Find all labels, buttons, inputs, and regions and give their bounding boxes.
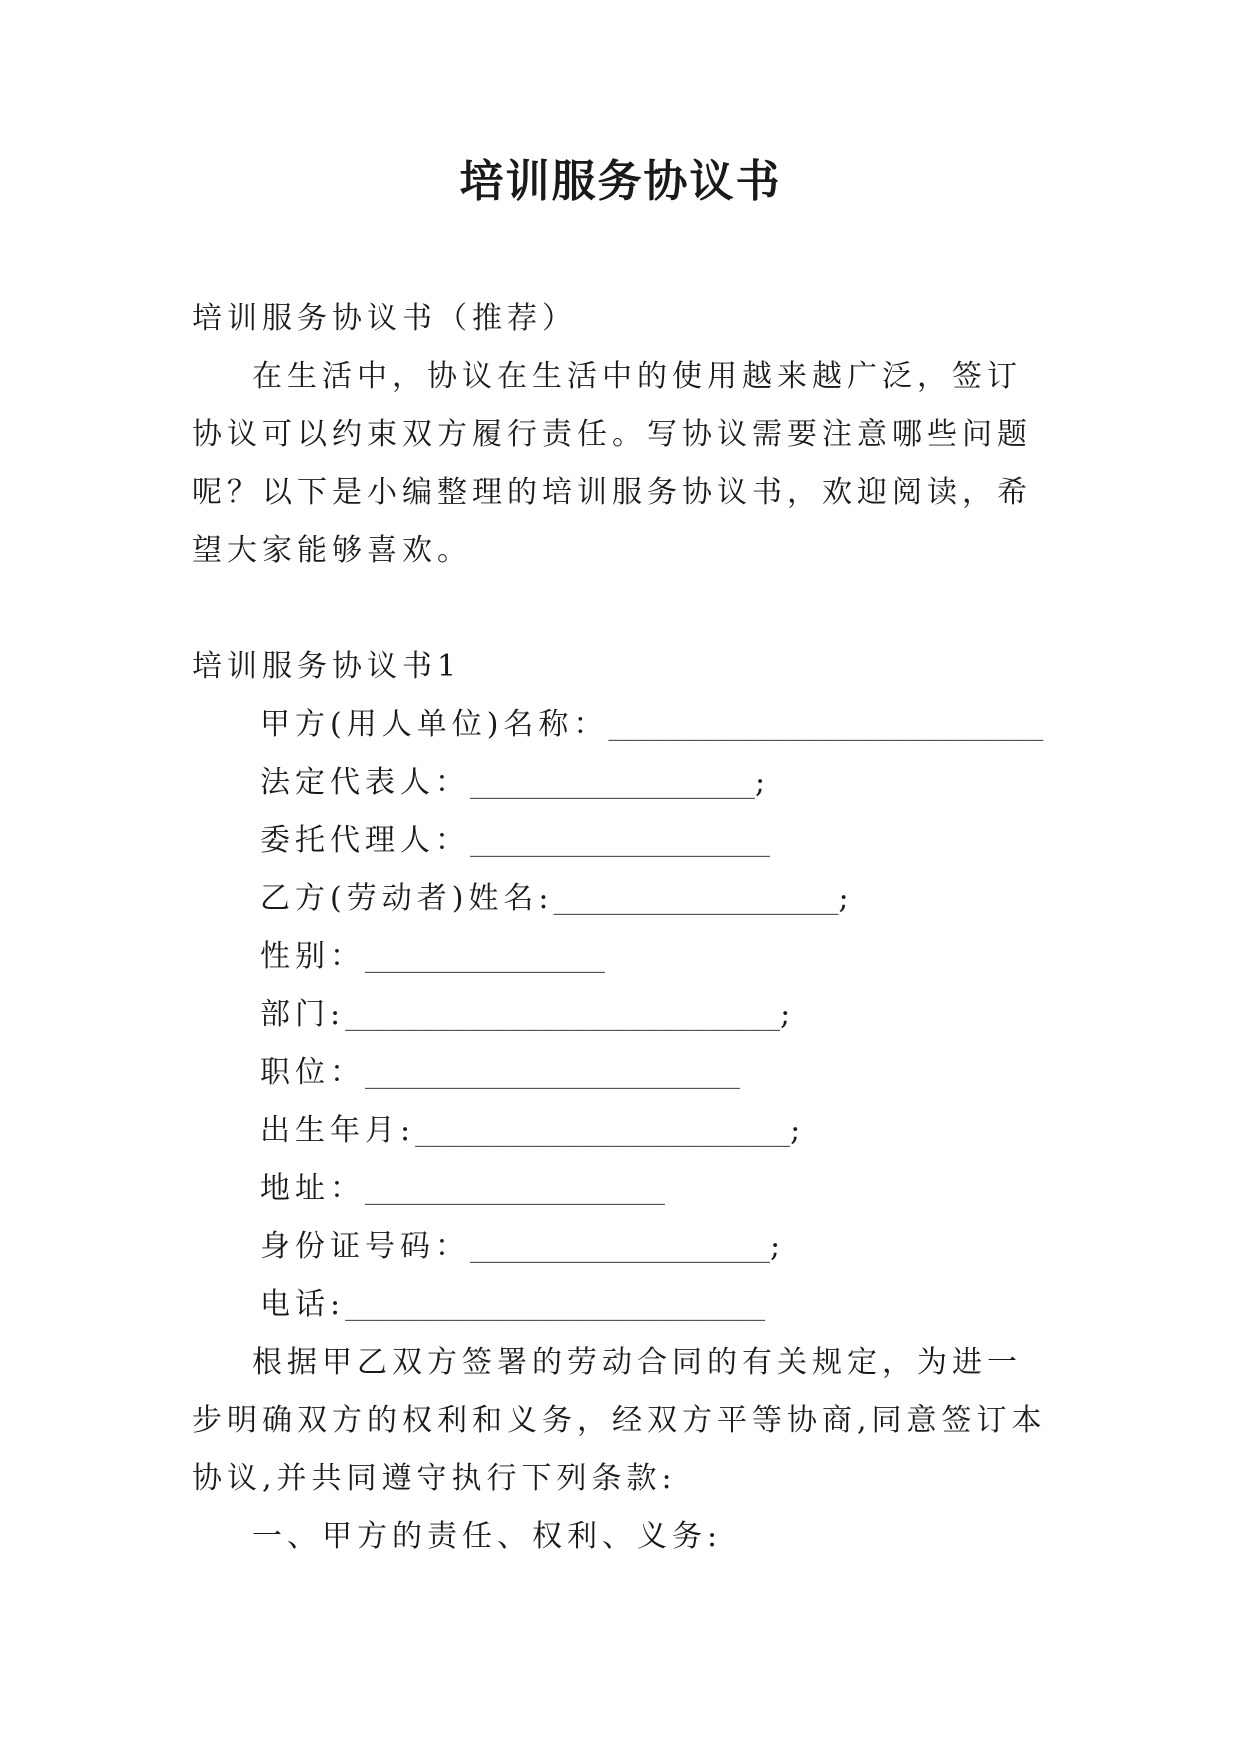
- field-party-a-name: [192, 696, 1054, 754]
- field-label: 性别：: [260, 939, 365, 974]
- field-id-number: [192, 1218, 1054, 1276]
- field-position: [192, 1044, 1054, 1102]
- field-birth-date: [192, 1102, 1054, 1160]
- fill-in-blank: _____________________________: [608, 707, 1044, 742]
- fill-in-blank: ____________________: [470, 823, 770, 858]
- paragraph-gap: [192, 580, 1054, 638]
- field-label: 部门:: [260, 997, 346, 1032]
- field-suffix: ;: [780, 997, 796, 1032]
- fill-in-blank: ________________: [365, 939, 605, 974]
- fill-in-blank: ____________________: [470, 1229, 770, 1264]
- fill-in-blank: ___________________: [553, 881, 839, 916]
- field-label: 身份证号码：: [260, 1229, 470, 1264]
- clause-intro-paragraph: 根据甲乙双方签署的劳动合同的有关规定，为进一步明确双方的权利和义务，经双方平等协商,同意签订本协议,并共同遵守执行下列条款:: [192, 1345, 1047, 1496]
- field-label: 法定代表人：: [260, 765, 470, 800]
- section-title: 培训服务协议书1: [192, 649, 462, 684]
- document-title: 培训服务协议书: [459, 156, 782, 207]
- fill-in-blank: _________________________: [365, 1055, 740, 1090]
- field-department: [192, 986, 1054, 1044]
- field-suffix: ;: [790, 1113, 806, 1148]
- field-label: 乙方(劳动者)姓名:: [260, 881, 554, 916]
- document-subtitle: 培训服务协议书（推荐）: [192, 301, 577, 336]
- field-suffix: ;: [755, 765, 771, 800]
- fill-in-blank: ____________________: [365, 1171, 665, 1206]
- field-phone: [192, 1276, 1054, 1334]
- field-authorized-agent: [192, 812, 1054, 870]
- section-heading-party-a: 一、甲方的责任、权利、义务:: [252, 1519, 723, 1554]
- field-legal-representative: [192, 754, 1054, 812]
- fill-in-blank: ____________________________: [345, 1287, 766, 1322]
- field-address: [192, 1160, 1054, 1218]
- field-label: 职位：: [260, 1055, 365, 1090]
- field-label: 甲方(用人单位)名称：: [260, 707, 609, 742]
- field-suffix: ;: [770, 1229, 786, 1264]
- document-body: [192, 290, 1054, 1566]
- fill-in-blank: ___________________: [470, 765, 755, 800]
- field-label: 出生年月:: [260, 1113, 416, 1148]
- field-party-b-name: [192, 870, 1054, 928]
- fill-in-blank: _________________________: [415, 1113, 791, 1148]
- field-suffix: ;: [838, 881, 854, 916]
- intro-paragraph: 在生活中，协议在生活中的使用越来越广泛，签订协议可以约束双方履行责任。写协议需要注意哪些问题呢？以下是小编整理的培训服务协议书，欢迎阅读，希望大家能够喜欢。: [192, 359, 1032, 568]
- field-label: 地址：: [260, 1171, 365, 1206]
- field-gender: [192, 928, 1054, 986]
- field-label: 委托代理人：: [260, 823, 470, 858]
- fill-in-blank: _____________________________: [345, 997, 781, 1032]
- field-label: 电话:: [260, 1287, 346, 1322]
